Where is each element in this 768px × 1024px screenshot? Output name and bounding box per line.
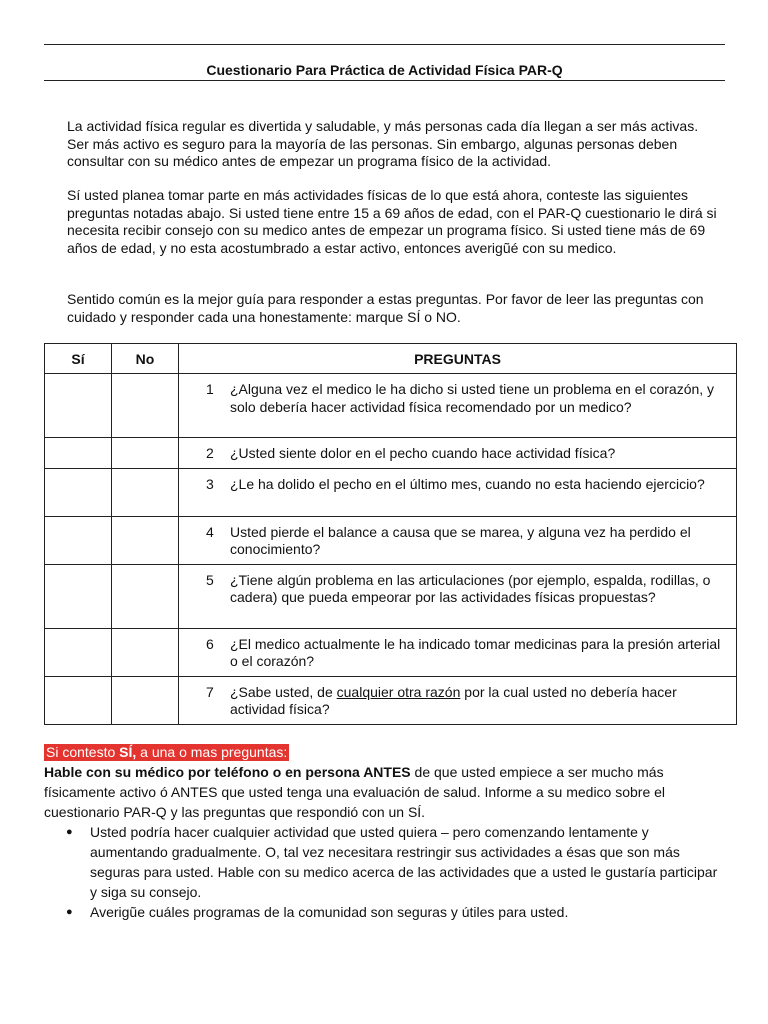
question-text: ¿Tiene algún problema en las articulaciones (por ejemplo, espalda, rodillas, o cadera) que pueda empeorar por las actividades físicas propuestas?	[230, 571, 711, 605]
si-checkbox-4[interactable]	[45, 516, 112, 564]
question-cell-7	[179, 676, 737, 724]
question-text	[230, 684, 729, 719]
question-number: 3	[206, 475, 214, 492]
bullet-icon: ●	[66, 906, 73, 918]
list-item	[66, 822, 726, 902]
header-no: No	[112, 344, 179, 374]
question-text-start: ¿Sabe usted, de	[230, 683, 337, 700]
header-preguntas: PREGUNTAS	[179, 344, 737, 374]
si-checkbox-3[interactable]	[45, 468, 112, 516]
si-checkbox-6[interactable]	[45, 628, 112, 676]
question-text: ¿Alguna vez el medico le ha dicho si usted tiene un problema en el corazón, y solo debería hacer actividad física recomendado por un medico?	[230, 381, 715, 415]
header-si: Sí	[45, 344, 112, 374]
question-cell-1	[179, 374, 737, 438]
question-cell-6	[179, 628, 737, 676]
question-row-1	[45, 374, 737, 438]
underlined-phrase: cualquier otra razón	[336, 683, 461, 700]
advice-paragraph	[44, 762, 734, 822]
page-title: Cuestionario Para Práctica de Actividad Física PAR-Q	[44, 62, 725, 81]
alert-suffix: a una o mas preguntas:	[136, 744, 288, 760]
no-checkbox-3[interactable]	[112, 468, 179, 516]
question-number: 6	[206, 635, 214, 652]
top-rule	[44, 44, 725, 45]
question-cell-4	[179, 516, 737, 564]
list-item	[66, 902, 726, 922]
question-text-end: por la cual usted no debería hacer actividad física?	[230, 683, 677, 717]
question-row-2	[45, 438, 737, 469]
question-row-5	[45, 564, 737, 628]
question-row-3	[45, 468, 737, 516]
list-item-text: Averigũe cuáles programas de la comunidad son seguras y útiles para usted.	[90, 904, 569, 920]
bullet-icon: ●	[66, 826, 73, 838]
si-checkbox-1[interactable]	[45, 374, 112, 438]
question-cell-2	[179, 438, 737, 469]
list-item-text: Usted podría hacer cualquier actividad que usted quiera – pero comenzando lentamente y aumentando gradualmente. O, tal vez necesitara restringir sus actividades a ésas que son más seguras para usted. Hable con su medico acerca de las actividades que a usted le gustaría participar y siga su consejo.	[90, 824, 718, 900]
no-checkbox-2[interactable]	[112, 438, 179, 469]
question-row-6	[45, 628, 737, 676]
question-text: ¿El medico actualmente le ha indicado tomar medicinas para la presión arterial o el corazón?	[230, 635, 721, 669]
advice-list	[66, 822, 726, 922]
question-cell-3	[179, 468, 737, 516]
no-checkbox-5[interactable]	[112, 564, 179, 628]
intro-paragraph-1: La actividad física regular es divertida y saludable, y más personas cada día llegan a ser más activas. Ser más activo es seguro para la mayoría de las personas. Sin embargo, algunas personas deben consultar con su médico antes de empezar un programa físico de la actividad.	[67, 118, 699, 169]
no-checkbox-6[interactable]	[112, 628, 179, 676]
questionnaire-table	[44, 343, 737, 725]
alert-prefix: Si contesto	[46, 744, 120, 760]
question-number: 7	[206, 683, 214, 700]
table-header-row	[45, 344, 737, 374]
intro-paragraph-3: Sentido común es la mejor guía para responder a estas preguntas. Por favor de leer las preguntas con cuidado y responder cada una honestamente: marque SÍ o NO.	[67, 291, 704, 325]
no-checkbox-7[interactable]	[112, 676, 179, 724]
question-text: Usted pierde el balance a causa que se marea, y alguna vez ha perdido el conocimiento?	[230, 523, 691, 557]
question-text: ¿Usted siente dolor en el pecho cuando hace actividad física?	[230, 445, 616, 461]
question-number: 5	[206, 571, 214, 588]
si-checkbox-7[interactable]	[45, 676, 112, 724]
question-row-4	[45, 516, 737, 564]
question-text: ¿Le ha dolido el pecho en el último mes, cuando no esta haciendo ejercicio?	[230, 475, 705, 492]
question-row-7	[45, 676, 737, 724]
question-number: 1	[206, 381, 214, 397]
intro-paragraph-2: Sí usted planea tomar parte en más actividades físicas de lo que está ahora, conteste las siguientes preguntas notadas abajo. Si usted tiene entre 15 a 69 años de edad, con el PAR-Q cuestionario le dirá si necesita recibir consejo con su medico antes de empezar un programa físico. Si usted tiene más de 69 años de edad, y no esta acostumbrado a estar activo, entonces averigũé con su medico.	[67, 187, 717, 256]
advice-bold: Hable con su médico por teléfono o en persona ANTES	[44, 764, 411, 780]
no-checkbox-4[interactable]	[112, 516, 179, 564]
si-checkbox-2[interactable]	[45, 438, 112, 469]
alert-bold: SÍ,	[119, 744, 137, 760]
question-number: 2	[206, 445, 214, 461]
advice-text: de que usted empiece a ser mucho más físicamente activo ó ANTES que usted tenga una evaluación de salud. Informe a su medico sobre el cuestionario PAR-Q y las preguntas que respondió con un SÍ.	[44, 764, 666, 820]
question-cell-5	[179, 564, 737, 628]
yes-answer-alert	[44, 744, 289, 761]
question-number: 4	[206, 523, 214, 540]
si-checkbox-5[interactable]	[45, 564, 112, 628]
no-checkbox-1[interactable]	[112, 374, 179, 438]
